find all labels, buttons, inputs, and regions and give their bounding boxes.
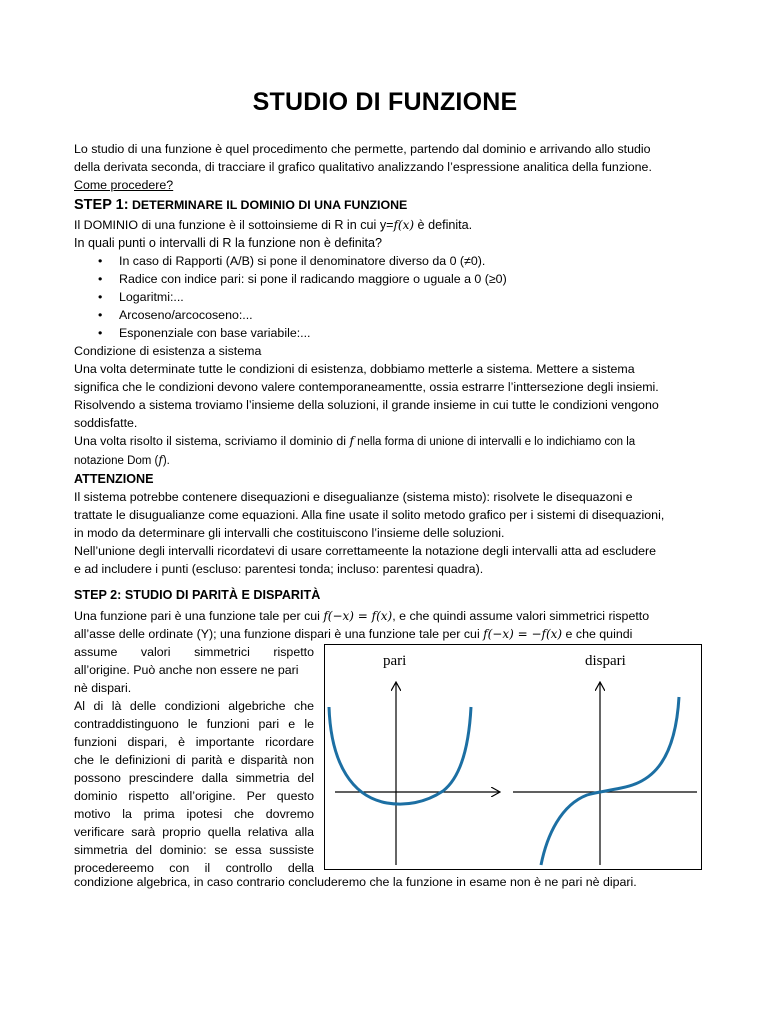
even-definition: [74, 607, 696, 625]
list-item: • Radice con indice pari: si pone il radicando maggiore o uguale a 0 (≥0): [74, 270, 696, 288]
attention-line-2: trattate le disugualianze come equazioni. Alla fine usate il solito metodo grafico per i sistemi di disequazioni,: [74, 508, 665, 522]
wrap-line: nè dispari.: [74, 681, 132, 695]
step1-title: DETERMINARE IL DOMINIO DI UNA FUNZIONE: [128, 198, 408, 212]
parity-graphs: [325, 645, 701, 869]
wrap-line: motivo la prima ipotesi che dovremo: [74, 807, 314, 821]
parity-figure: [324, 644, 702, 870]
wrap-line: simmetria del dominio: se essa sussiste: [74, 843, 314, 857]
attention-line-5: e ad includere i punti (escluso: parentesi tonda; incluso: parentesi quadra).: [74, 562, 484, 576]
list-item: • Esponenziale con base variabile:...: [74, 324, 696, 342]
wrap-line: che le definizioni di parità e disparità non: [74, 753, 314, 767]
odd-def-a: all’asse delle ordinate (Y); una funzione dispari è una funzione tale per cui: [74, 627, 484, 641]
attention-line-4: Nell’unione degli intervalli ricordatevi di usare correttameente la notazione degli intervalli atta ad escludere: [74, 544, 656, 558]
intro-how: Come procedere?: [74, 178, 174, 192]
step1-body: [74, 216, 696, 578]
wrap-line: assume valori simmetrici rispetto: [74, 645, 314, 659]
even-function-curve: [329, 707, 471, 804]
system-line-3: Risolvendo a sistema troviamo l’insieme della soluzioni, il grande insieme in cui tutte le condizioni vengono: [74, 398, 659, 412]
system-line-2: significa che le condizioni devono valere contemporaneamentte, ossia estrarre l’inttersezione degli insiemi.: [74, 380, 659, 394]
figure-label-even: pari: [383, 653, 407, 669]
page-title: STUDIO DI FUNZIONE: [252, 88, 518, 116]
wrap-line: possono prescindere dalla simmetria del: [74, 771, 314, 785]
odd-def-b: e che quindi: [562, 627, 633, 641]
last-line: condizione algebrica, in caso contrario concluderemo che la funzione in esame non è ne pari nè dipari.: [74, 875, 637, 889]
domain-def-c: è definita.: [414, 218, 473, 232]
odd-definition: [74, 625, 696, 643]
intro-section: [74, 140, 696, 194]
system-line-1: Una volta determinate tutte le condizioni di esistenza, dobbiamo metterle a sistema. Mettere a sistema: [74, 362, 635, 376]
notation-math: f: [158, 453, 163, 467]
domain-definition: [74, 216, 696, 234]
step1-heading: [74, 197, 696, 213]
even-def-a: Una funzione pari è una funzione tale per cui: [74, 609, 324, 623]
list-item: • In caso di Rapporti (A/B) si pone il denominatore diverso da 0 (≠0).: [74, 252, 696, 270]
wrap-line: all’origine. Può anche non essere ne pari: [74, 663, 299, 677]
domain-bullet-list: [74, 252, 696, 342]
intro-line-2: della derivata seconda, di tracciare il grafico qualitativo analizzando l’espressione analitica della funzione.: [74, 160, 652, 174]
wrap-line: verificare sarà proprio quella relativa alla: [74, 825, 314, 839]
resolved-a: Una volta risolto il sistema, scriviamo il dominio di: [74, 434, 350, 448]
step1-label: STEP 1:: [74, 197, 129, 213]
wrap-line: dominio rispetto all’origine. Per questo: [74, 789, 314, 803]
system-title: Condizione di esistenza a sistema: [74, 344, 262, 358]
attention-title: ATTENZIONE: [74, 472, 154, 486]
wrap-line: contraddistinguono le funzioni pari e le: [74, 717, 314, 731]
notation-b: ).: [162, 455, 170, 467]
step2-wrapped-text: [74, 643, 314, 877]
step2-intro: [74, 607, 696, 643]
resolved-line: [74, 432, 696, 451]
step2-last-line: [74, 873, 696, 891]
resolved-math: f: [349, 434, 354, 448]
system-line-4: soddisfatte.: [74, 416, 138, 430]
list-item: • Logaritmi:...: [74, 288, 696, 306]
even-def-b: , e che quindi assume valori simmetrici rispetto: [392, 609, 650, 623]
odd-function-curve: [541, 697, 679, 865]
step2-heading: STEP 2: STUDIO DI PARITÀ E DISPARITÀ: [74, 588, 321, 602]
odd-def-math: f(−x) = −f(x): [483, 627, 563, 641]
notation-a: notazione Dom (: [74, 455, 159, 467]
even-def-math: f(−x) = f(x): [323, 609, 393, 623]
domain-def-math: f(x): [393, 218, 415, 232]
domain-def-a: Il DOMINIO di una funzione è il sottoinsieme di: [74, 218, 335, 232]
wrap-line: funzioni dispari, è importante ricordare: [74, 735, 314, 749]
intro-line-1: Lo studio di una funzione è quel procedimento che permette, partendo dal dominio e arrivando allo studio: [74, 142, 651, 156]
list-item: • Arcoseno/arcocoseno:...: [74, 306, 696, 324]
domain-question: In quali punti o intervalli di R la funzione non è definita?: [74, 236, 383, 250]
attention-line-3: in modo da determinare gli intervalli che costituiscono l’insieme delle soluzioni.: [74, 526, 505, 540]
resolved-b: nella forma di unione di intervalli e lo indichiamo con la: [353, 436, 636, 448]
figure-label-odd: dispari: [585, 653, 626, 669]
notation-line: [74, 451, 696, 470]
wrap-line: procedereemo con il controllo della: [74, 861, 314, 875]
domain-def-b: R in cui y=: [334, 218, 394, 232]
wrap-line: Al di là delle condizioni algebriche che: [74, 699, 314, 713]
attention-line-1: Il sistema potrebbe contenere disequazioni e disegualianze (sistema misto): risolvete le disequazoni e: [74, 490, 633, 504]
